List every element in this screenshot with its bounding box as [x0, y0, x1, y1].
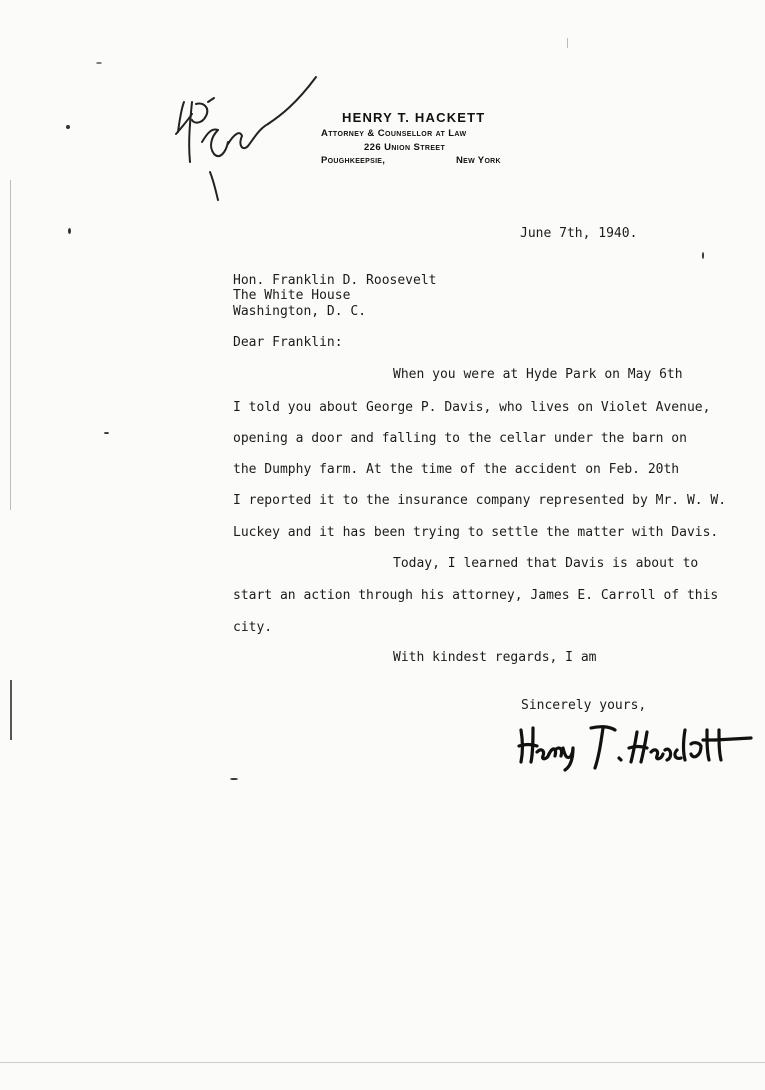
scan-speck	[66, 125, 70, 129]
body-line: I told you about George P. Davis, who lives on Violet Avenue,	[233, 400, 711, 415]
salutation: Dear Franklin:	[233, 335, 343, 350]
scan-edge-line	[567, 38, 568, 48]
handwritten-notation	[168, 72, 323, 207]
recipient-line-1: Hon. Franklin D. Roosevelt	[233, 273, 437, 288]
scan-speck	[104, 432, 109, 434]
body-line: opening a door and falling to the cellar under the barn on	[233, 431, 687, 446]
letterhead-city: Poughkeepsie,	[321, 155, 386, 166]
scan-bottom-edge	[0, 1062, 765, 1063]
closing: With kindest regards, I am	[393, 650, 597, 665]
letter-date: June 7th, 1940.	[520, 226, 638, 241]
letterhead-street: 226 Union Street	[364, 142, 446, 153]
scan-speck	[230, 778, 238, 780]
recipient-line-3: Washington, D. C.	[233, 304, 367, 319]
body-line: Today, I learned that Davis is about to	[393, 556, 699, 571]
body-line: city.	[233, 620, 273, 635]
letterhead-name: HENRY T. HACKETT	[342, 110, 486, 125]
body-line: I reported it to the insurance company represented by Mr. W. W.	[233, 493, 727, 508]
scan-speck	[96, 62, 102, 64]
scan-edge-line	[10, 180, 11, 510]
body-line: Luckey and it has been trying to settle the matter with Davis.	[233, 525, 719, 540]
body-line: When you were at Hyde Park on May 6th	[393, 367, 683, 382]
body-line: the Dumphy farm. At the time of the accident on Feb. 20th	[233, 462, 680, 477]
scan-speck	[702, 252, 704, 259]
scan-speck	[68, 228, 71, 234]
scan-edge-line	[10, 680, 12, 740]
body-line: start an action through his attorney, James E. Carroll of this	[233, 588, 719, 603]
sign-off: Sincerely yours,	[521, 698, 647, 713]
letterhead-title: Attorney & Counsellor at Law	[321, 128, 467, 139]
recipient-line-2: The White House	[233, 288, 351, 303]
letterhead-state: New York	[456, 155, 501, 166]
handwritten-signature	[515, 722, 755, 772]
